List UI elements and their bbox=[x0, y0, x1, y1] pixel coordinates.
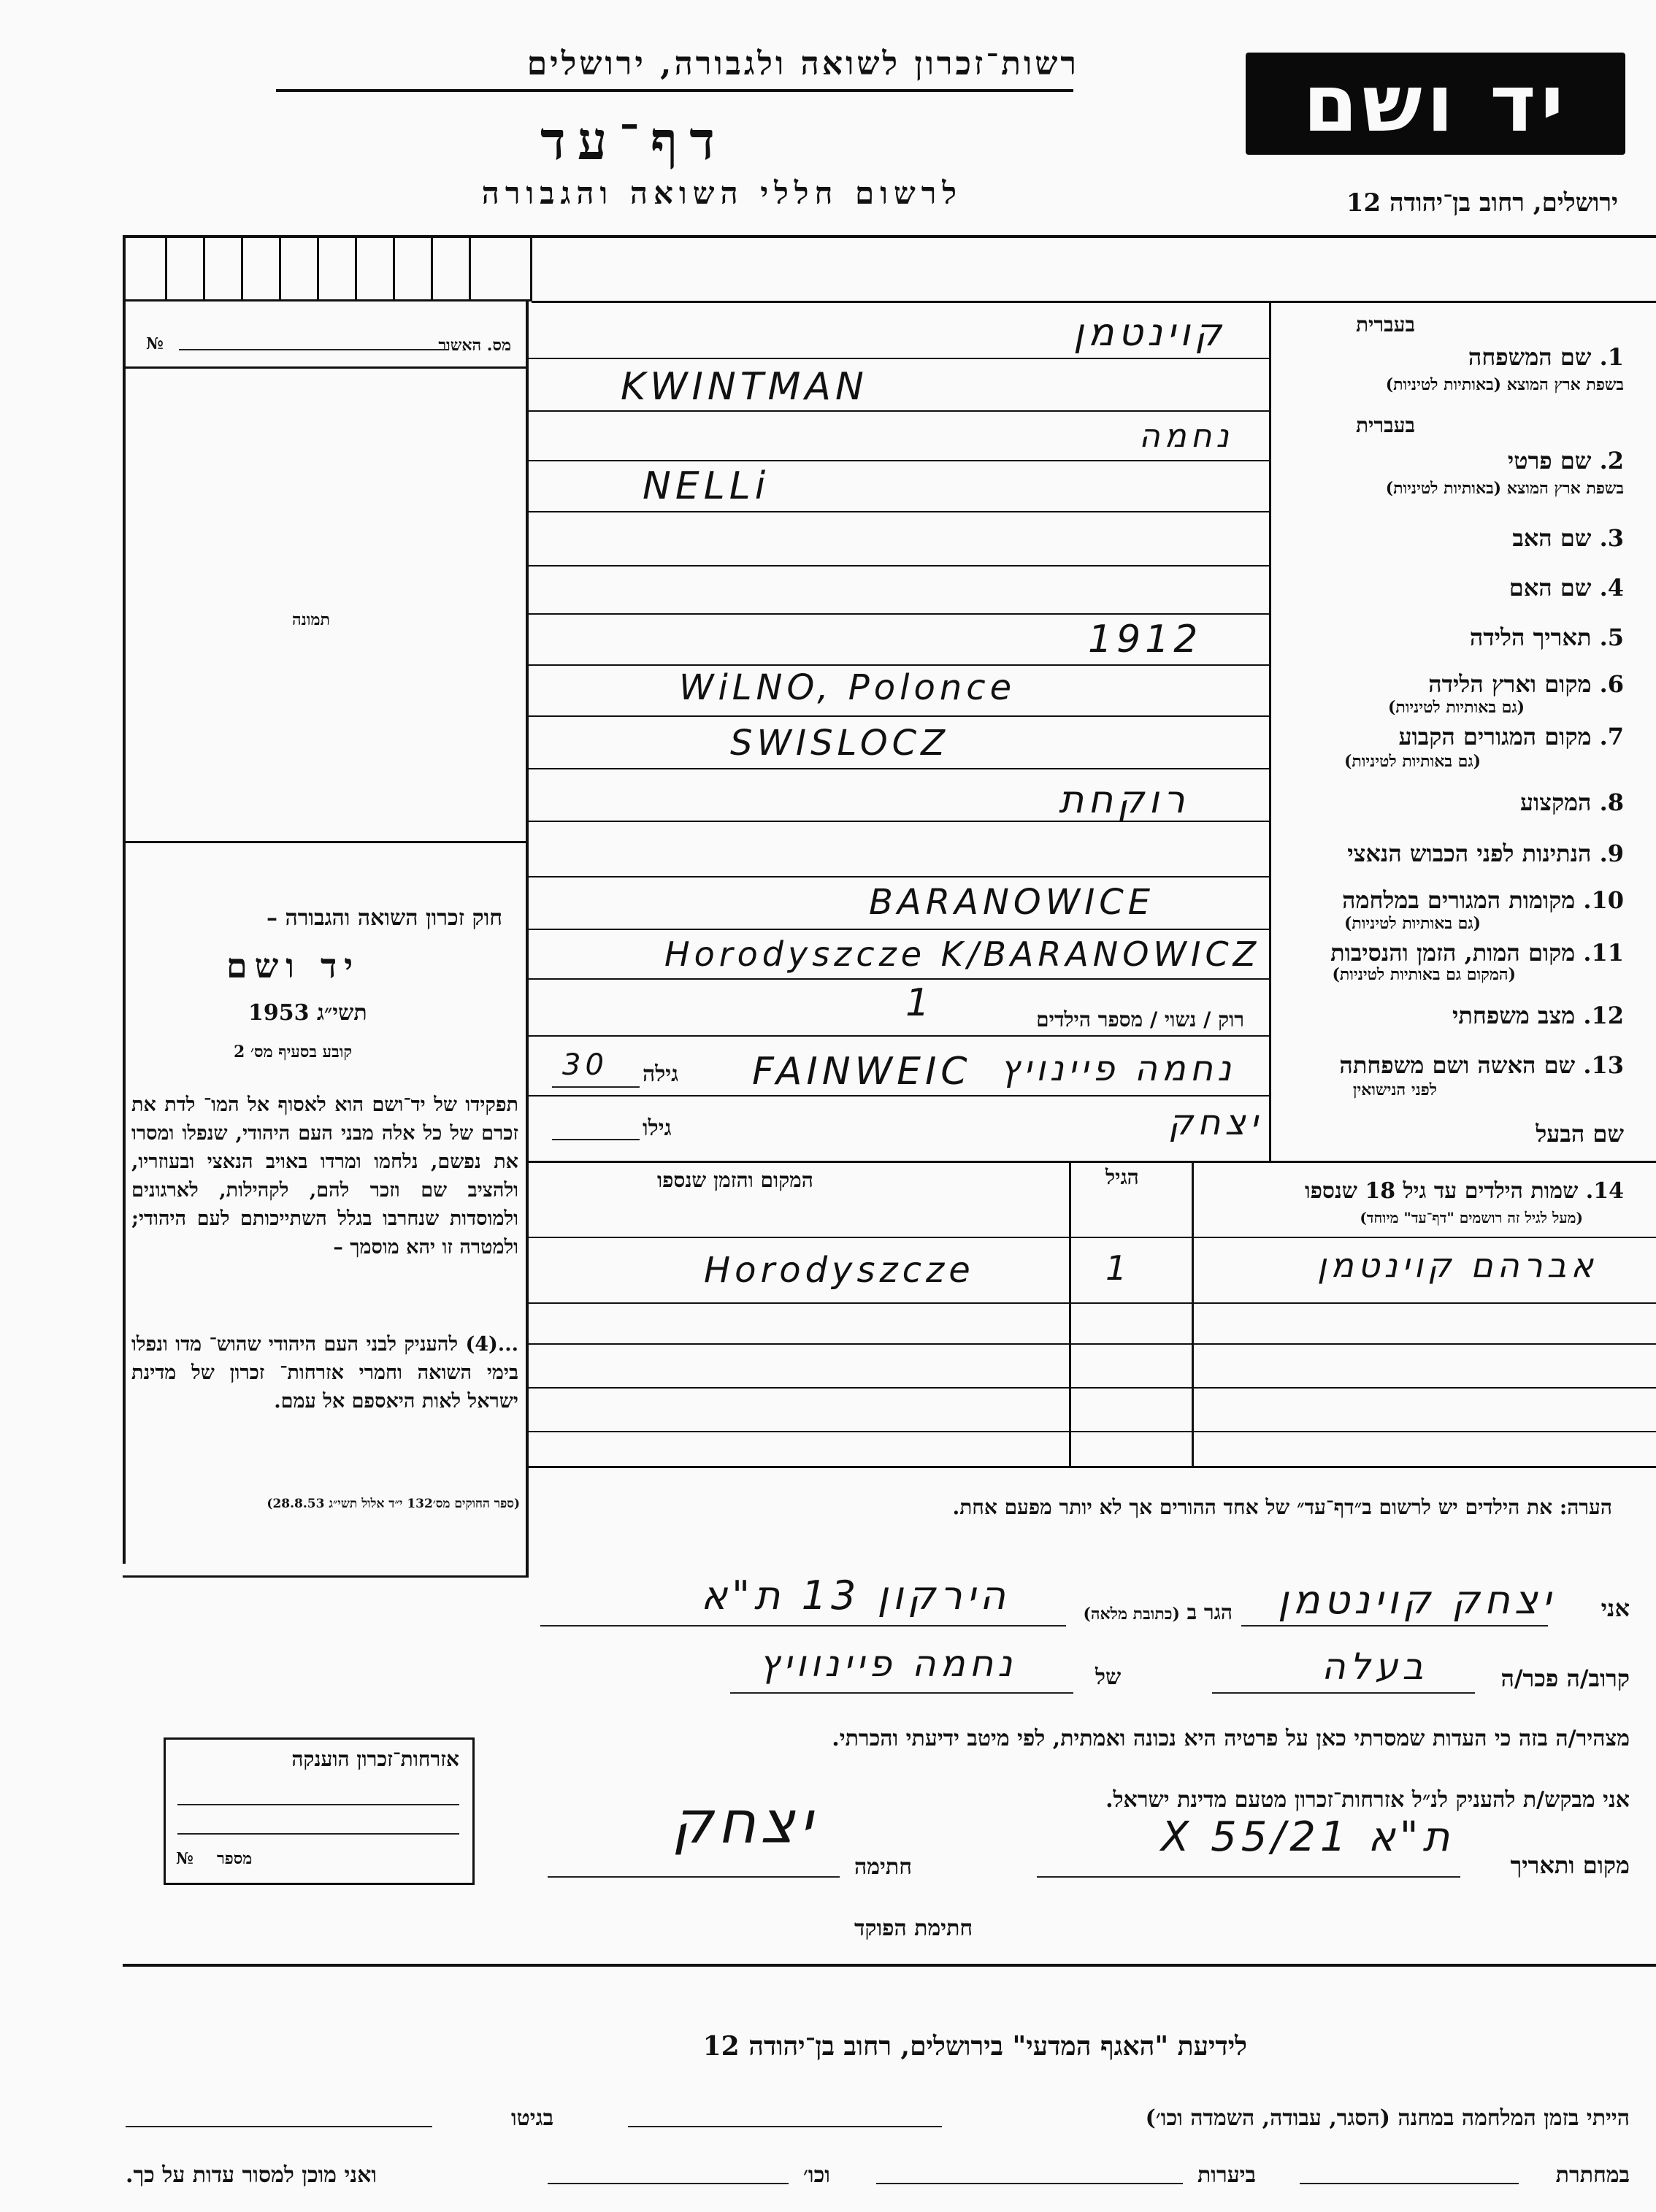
field-1-label-text: שם המשפחה bbox=[1468, 343, 1592, 371]
field-1-heb-label: בעברית bbox=[1355, 312, 1415, 337]
field-13-age-line bbox=[552, 1086, 640, 1088]
photo-label: תמונה bbox=[292, 610, 330, 629]
children-col-divider-2 bbox=[1069, 1162, 1071, 1467]
field-6-sub: (גם באותיות לטיניות) bbox=[1387, 698, 1525, 717]
footer-ghetto-label: בגיטו bbox=[511, 2105, 554, 2131]
law-title: חוק זכרון השואה והגבורה – bbox=[267, 905, 502, 931]
decl-of-name: נחמה פיינוויץ bbox=[759, 1643, 1017, 1685]
field-13-sub: לפני הנישואין bbox=[1352, 1080, 1437, 1099]
field-5-label bbox=[1470, 623, 1624, 651]
field-7-num: 7. bbox=[1599, 723, 1624, 750]
field-7-value: SWISLOCZ bbox=[730, 723, 949, 764]
children-col-divider-1 bbox=[1192, 1162, 1194, 1467]
values-column-border bbox=[1269, 301, 1271, 1162]
field-10-sub: (גם באותיות לטיניות) bbox=[1343, 914, 1481, 933]
footer-notice: לידיעת "האגף המדעי" בירושלים, רחוב בן־יהודה 12 bbox=[702, 2031, 1247, 2062]
ticks-strip bbox=[123, 235, 532, 301]
decl-registrar-label: חתימת הפוקד bbox=[854, 1916, 973, 1941]
field-11-sub: (המקום גם באותיות לטיניות) bbox=[1332, 965, 1516, 984]
husband-age-line bbox=[552, 1139, 640, 1140]
footer-forests-label: ביערות bbox=[1197, 2162, 1257, 2188]
children-sub: (מעל לגיל זה רושמים "דף־עד" מיוחד) bbox=[1360, 1209, 1583, 1226]
law-text-1: תפקידו של יד־ושם הוא לאסוף אל המו־ לדת את זכרם של כל אלה מבני העם היהודי, שנפלו ומסרו את נפשם, נלחמו ומרדו באויב הנאצי ובעוזריו, ולהציב שם וזכר להם, לקהילות, לארגונים ולמוסדות שנחרבו בגלל השתייכותם לעם היהודי; ולמטרה זו יהא מוסמך – bbox=[131, 1094, 518, 1259]
field-7-label bbox=[1398, 723, 1624, 750]
field-5-value: 1912 bbox=[1088, 618, 1203, 661]
field-12-options: רוק / נשוי / מספר הילדים bbox=[1036, 1007, 1244, 1032]
decl-address: הירקון 13 ת"א bbox=[701, 1572, 1011, 1618]
page-subtitle: לרשום חללי השואה והגבורה bbox=[481, 175, 962, 211]
law-text-2: ...(4) להעניק לבני העם היהודי שהוש־ מדו ונפלו בימי השואה וחמרי אזרחות־ זכרון של מדינת ישראל לאות היאספם אל עמם. bbox=[131, 1333, 518, 1413]
field-1-sub: בשפת ארץ המוצא (באותיות לטיניות) bbox=[1385, 375, 1624, 394]
field-11-label-text: מקום המות, הזמן והנסיבות bbox=[1330, 939, 1576, 967]
page-title: דף־עד bbox=[540, 110, 727, 172]
field-4-label bbox=[1509, 574, 1624, 602]
field-5-num: 5. bbox=[1599, 623, 1624, 651]
child-age: 1 bbox=[1105, 1248, 1132, 1288]
children-num: 14. bbox=[1585, 1178, 1624, 1204]
field-5-label-text: תאריך הלידה bbox=[1469, 623, 1592, 651]
field-10-label-text: מקומות המגורים במלחמה bbox=[1342, 886, 1576, 914]
field-6-value: WiLNO, Polonce bbox=[679, 667, 1016, 708]
field-3-num: 3. bbox=[1599, 524, 1624, 552]
children-row bbox=[529, 1241, 1656, 1302]
field-8-label bbox=[1520, 788, 1624, 816]
field-13-value-latin: FAINWEIC bbox=[752, 1050, 972, 1094]
footer-underground-label: במחתרת bbox=[1555, 2162, 1630, 2188]
cert-number-label: מס. האשור bbox=[438, 336, 511, 355]
authority-title: רשות־זכרון לשואה ולגבורה, ירושלים bbox=[526, 45, 1079, 82]
field-13-age-label: גילה bbox=[643, 1061, 679, 1087]
left-column-border bbox=[526, 301, 529, 1577]
form-header-divider bbox=[532, 301, 1656, 303]
field-4-num: 4. bbox=[1599, 574, 1624, 602]
field-9-num: 9. bbox=[1599, 840, 1624, 867]
field-6-num: 6. bbox=[1599, 670, 1624, 698]
footer-divider bbox=[123, 1964, 1656, 1967]
stamp-number-label: מספר bbox=[217, 1849, 253, 1868]
authority-underline bbox=[276, 89, 1073, 92]
decl-place-date-label: מקום ותאריך bbox=[1510, 1851, 1630, 1879]
decl-i-label: אני bbox=[1601, 1594, 1630, 1622]
decl-resides-hint: (כתובת מלאה) bbox=[1083, 1605, 1180, 1624]
children-bottom bbox=[529, 1466, 1656, 1468]
footer-etc-label: וכו׳ bbox=[803, 2162, 830, 2188]
field-12-label bbox=[1452, 1002, 1624, 1029]
field-11-value: Horodyszcze K/BARANOWICZ bbox=[664, 934, 1261, 974]
child-place: Horodyszcze bbox=[704, 1250, 975, 1291]
field-1-value-heb: קוינטמן bbox=[1073, 311, 1226, 355]
field-3-label-text: שם האב bbox=[1512, 524, 1592, 552]
husband-age-label: גילו bbox=[643, 1115, 672, 1141]
field-2-num: 2. bbox=[1599, 447, 1624, 475]
children-col-place: המקום והזמן שנספו bbox=[657, 1168, 813, 1192]
field-10-value: BARANOWICE bbox=[869, 882, 1155, 923]
field-13-value-heb: נחמה פיינויץ bbox=[1000, 1048, 1236, 1089]
field-2-label-text: שם פרטי bbox=[1507, 447, 1592, 475]
decl-request: אני מבקש/ת להעניק לנ״ל אזרחות־זכרון מטעם מדינת ישראל. bbox=[1105, 1787, 1630, 1813]
decl-relation: בעלה bbox=[1322, 1645, 1428, 1688]
field-2-heb-label: בעברית bbox=[1355, 413, 1415, 437]
cert-divider bbox=[126, 366, 526, 369]
field-7-label-text: מקום המגורים הקבוע bbox=[1398, 723, 1592, 750]
decl-signature: יצחק bbox=[672, 1789, 817, 1856]
field-2-sub: בשפת ארץ המוצא (באותיות לטיניות) bbox=[1385, 479, 1624, 498]
decl-resides-label bbox=[1083, 1600, 1233, 1625]
logo-text: יד ושם bbox=[1303, 58, 1568, 150]
decl-place-date: ת"א 21/X 55 bbox=[1161, 1813, 1454, 1861]
footer-camp-label: הייתי בזמן המלחמה במחנה (הסגר, עבודה, השמדה וכו׳) bbox=[1145, 2105, 1630, 2131]
law-year: תשי״ג 1953 bbox=[248, 1000, 367, 1026]
footer-testimony-label: ואני מוכן למסור עדות על כך. bbox=[126, 2162, 377, 2188]
field-2-value-latin: NELLi bbox=[643, 464, 770, 508]
stamp-number-mark: № bbox=[176, 1849, 193, 1868]
field-13-label-text: שם האשה ושם משפחתה bbox=[1339, 1051, 1576, 1079]
field-8-value: רוקחת bbox=[1059, 778, 1189, 822]
header-address: ירושלים, רחוב בן־יהודה 12 bbox=[1346, 188, 1618, 218]
children-label bbox=[1305, 1178, 1624, 1204]
field-7-sub: (גם באותיות לטיניות) bbox=[1343, 752, 1481, 771]
law-reference: (ספר החוקים מס׳132 י״ד אלול תשי״ג 28.8.53) bbox=[267, 1497, 520, 1511]
field-8-num: 8. bbox=[1599, 788, 1624, 816]
field-10-num: 10. bbox=[1583, 886, 1624, 914]
field-11-label bbox=[1330, 939, 1624, 967]
field-13-label bbox=[1339, 1051, 1624, 1079]
child-name: אברהם קוינטמן bbox=[1317, 1245, 1598, 1285]
cert-number-line bbox=[179, 349, 449, 350]
field-1-num: 1. bbox=[1599, 343, 1624, 371]
stamp-title: אזרחות־זכרון הוענקה bbox=[291, 1747, 459, 1771]
side-panel-bottom bbox=[123, 1575, 529, 1578]
field-1-value-latin: KWINTMAN bbox=[621, 365, 868, 409]
decl-signature-label: חתימה bbox=[854, 1854, 912, 1880]
yad-vashem-logo bbox=[1246, 53, 1625, 155]
law-name: יד ושם bbox=[226, 946, 361, 986]
field-12-children-count: 1 bbox=[905, 981, 935, 1025]
decl-statement: מצהיר/ה בזה כי העדות שמסרתי כאן על פרטיה היא נכונה ואמתית, לפי מיטב ידיעתי והכרתי. bbox=[832, 1726, 1630, 1751]
decl-resides-text: הגר ב bbox=[1187, 1600, 1233, 1624]
field-11-num: 11. bbox=[1583, 939, 1624, 967]
cert-number-mark: № bbox=[146, 334, 164, 353]
decl-i-name: יצחק קוינטמן bbox=[1278, 1577, 1555, 1623]
field-13-num: 13. bbox=[1583, 1051, 1624, 1079]
field-9-label-text: הנתינות לפני הכבוש הנאצי bbox=[1347, 840, 1592, 867]
decl-of-label: של bbox=[1095, 1664, 1122, 1690]
children-note: הערה: את הילדים יש לרשום ב״דף־עד״ של אחד ההורים אך לא יותר מפעם אחת. bbox=[952, 1495, 1612, 1519]
photo-divider bbox=[126, 841, 526, 843]
husband-value: יצחק bbox=[1168, 1102, 1262, 1143]
field-6-label bbox=[1428, 670, 1624, 698]
field-2-label bbox=[1508, 447, 1624, 475]
decl-relative-label: קרוב/ה פכר/ה bbox=[1500, 1664, 1630, 1692]
field-9-label bbox=[1347, 840, 1624, 867]
field-8-label-text: המקצוע bbox=[1519, 788, 1592, 816]
field-1-label bbox=[1468, 343, 1624, 371]
field-10-label bbox=[1342, 886, 1624, 914]
field-2-value-heb: נחמה bbox=[1139, 418, 1233, 455]
form-left-border bbox=[123, 235, 126, 1564]
children-col-age: הגיל bbox=[1105, 1165, 1139, 1189]
field-13-age: 30 bbox=[562, 1048, 608, 1082]
field-12-label-text: מצב משפחתי bbox=[1452, 1002, 1576, 1029]
husband-label: שם הבעל bbox=[1536, 1120, 1624, 1148]
field-12-num: 12. bbox=[1583, 1002, 1624, 1029]
memorial-citizenship-stamp bbox=[164, 1737, 475, 1885]
field-3-label bbox=[1512, 524, 1624, 552]
field-6-label-text: מקום וארץ הלידה bbox=[1428, 670, 1592, 698]
field-4-label-text: שם האם bbox=[1509, 574, 1592, 602]
children-label-text: שמות הילדים עד גיל 18 שנספו bbox=[1304, 1178, 1579, 1204]
law-section: קובע בסעיף מס׳ 2 bbox=[234, 1042, 353, 1061]
